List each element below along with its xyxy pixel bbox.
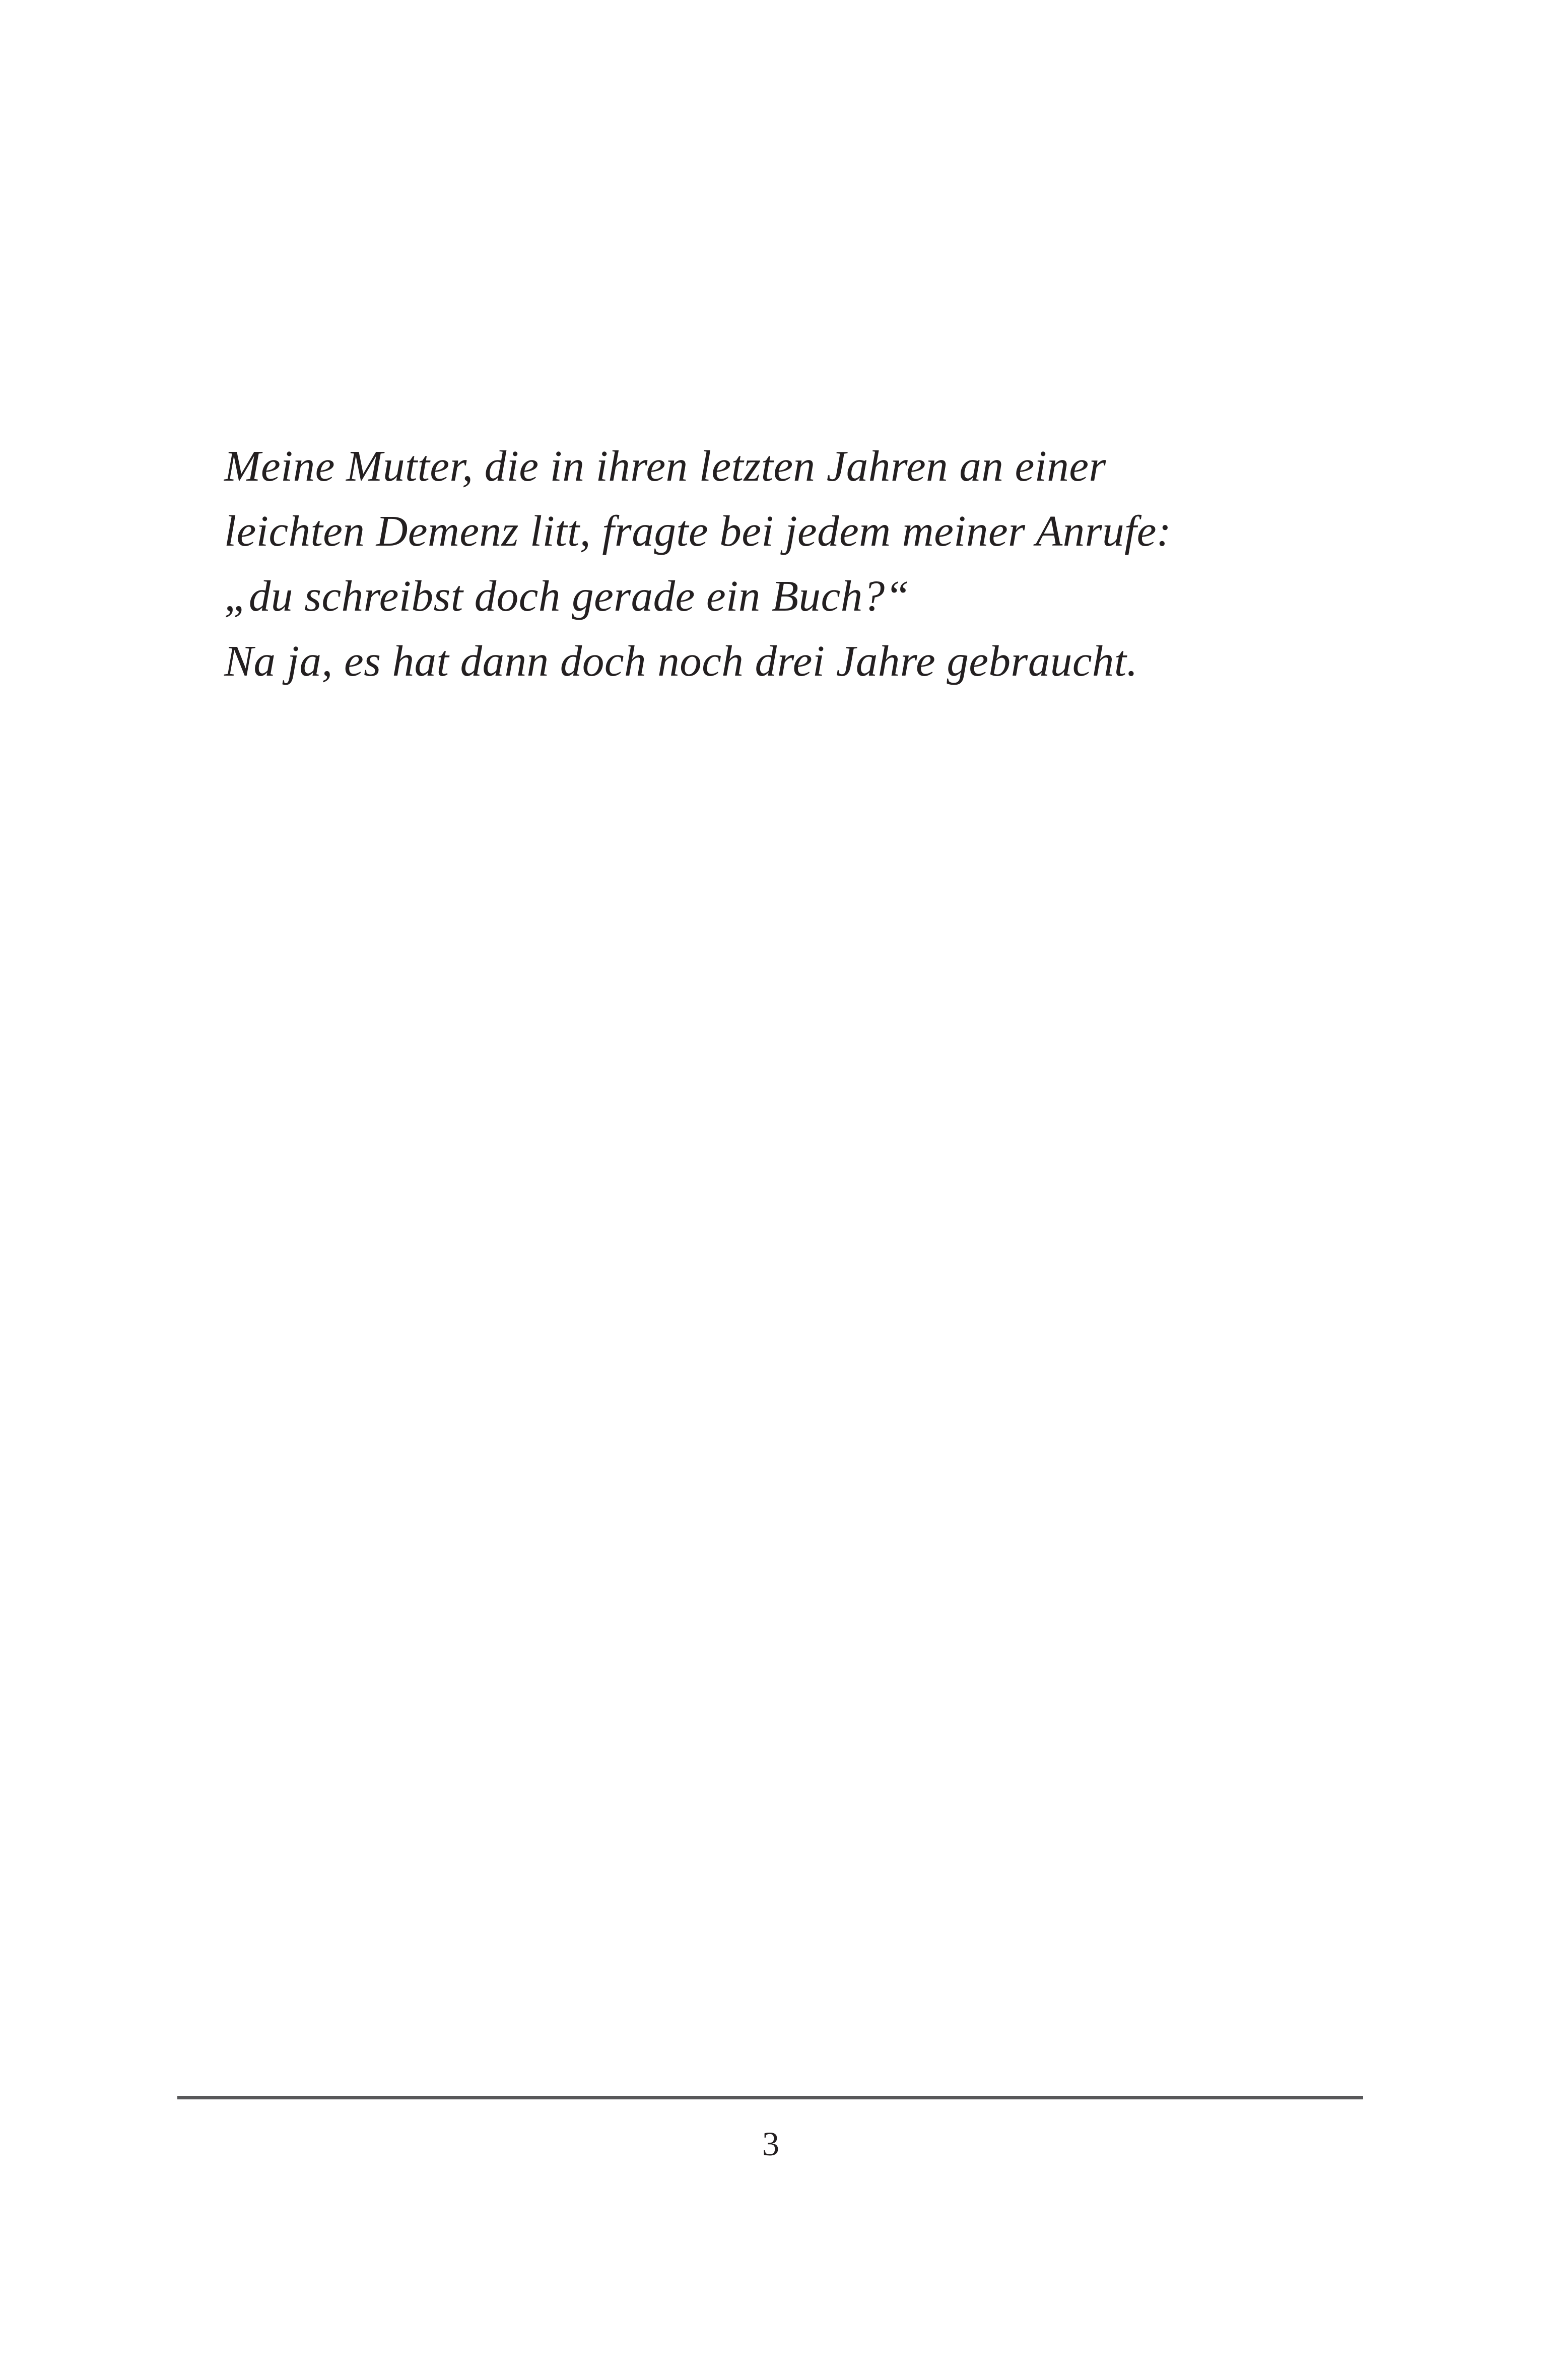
page-number: 3 (762, 2125, 779, 2163)
dedication-text (224, 433, 1332, 693)
footer-divider (177, 2096, 1363, 2099)
dedication-line-1: Meine Mutter, die in ihren letzten Jahren an einer (224, 441, 1106, 490)
dedication-line-4: Na ja, es hat dann doch noch drei Jahre gebraucht. (224, 636, 1138, 685)
dedication-line-2: leichten Demenz litt, fragte bei jedem meiner Anrufe: (224, 506, 1172, 555)
dedication-line-3: „du schreibst doch gerade ein Buch?“ (224, 571, 910, 620)
